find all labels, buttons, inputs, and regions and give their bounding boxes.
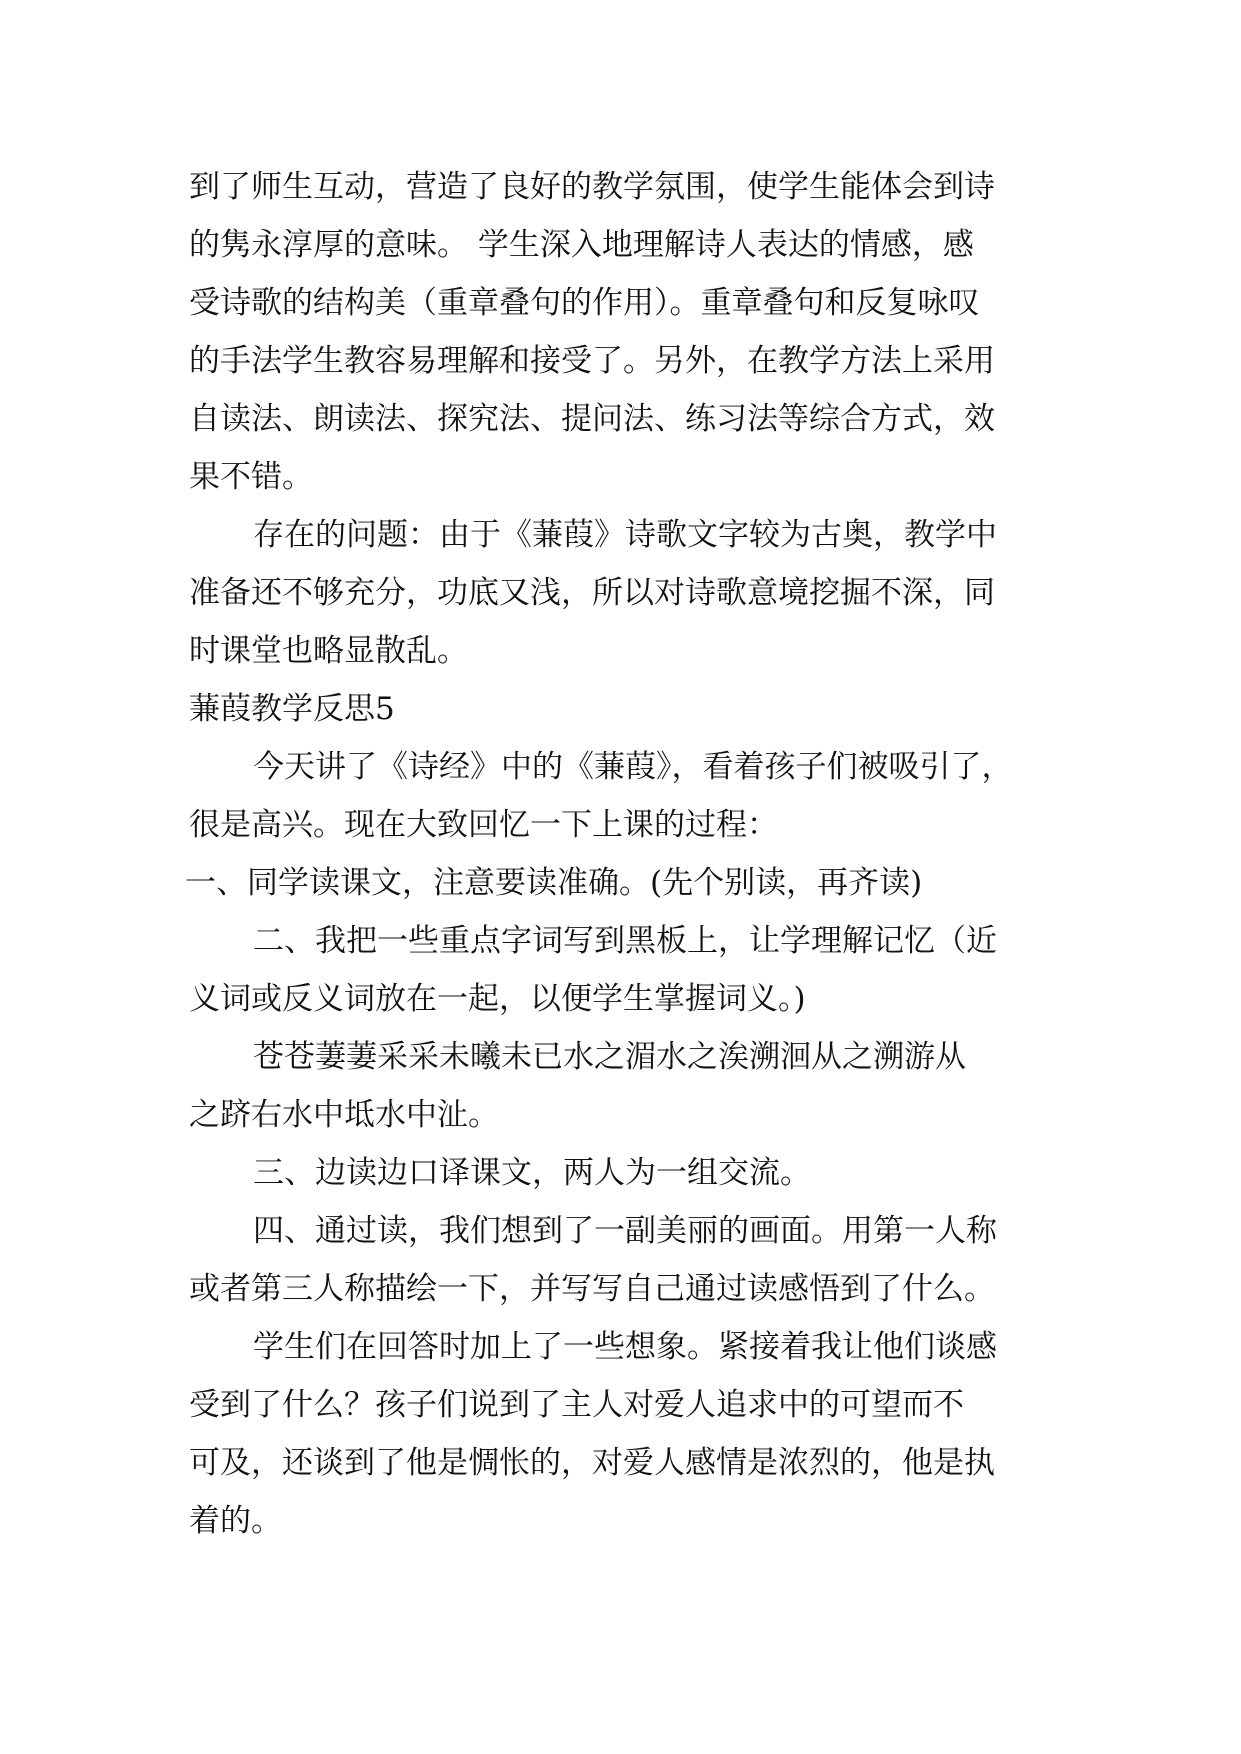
text-line: 可及，还谈到了他是惆怅的，对爱人感情是浓烈的，他是执 (189, 1445, 995, 1481)
text-line: 存在的问题：由于《蒹葭》诗歌文字较为古奥，教学中 (253, 517, 997, 553)
text-line: 二、我把一些重点字词写到黑板上，让学理解记忆（近 (253, 923, 997, 959)
text-line: 很是高兴。现在大致回忆一下上课的过程： (189, 807, 778, 843)
text-line: 自读法、朗读法、探究法、提问法、练习法等综合方式，效 (189, 401, 995, 437)
paragraph-step-1 (185, 854, 1049, 912)
section-heading (189, 680, 1049, 738)
text-line: 今天讲了《诗经》中的《蒹葭》，看着孩子们被吸引了， (253, 749, 1013, 785)
paragraph-intro (189, 738, 1049, 854)
paragraph-step-4 (189, 1202, 1049, 1318)
text-line: 到了师生互动，营造了良好的教学氛围，使学生能体会到诗 (189, 169, 995, 205)
text-line: 的手法学生教容易理解和接受了。另外，在教学方法上采用 (189, 343, 995, 379)
text-line: 时课堂也略显散乱。 (189, 633, 468, 669)
text-line: 义词或反义词放在一起，以便学生掌握词义。) (189, 981, 806, 1017)
text-line: 三、边读边口译课文，两人为一组交流。 (253, 1155, 811, 1191)
text-line: 着的。 (189, 1503, 282, 1539)
text-line: 准备还不够充分，功底又浅，所以对诗歌意境挖掘不深，同 (189, 575, 995, 611)
paragraph-step-3 (189, 1144, 1049, 1202)
document-body (185, 158, 1049, 1550)
paragraph-teaching-effect (189, 158, 1049, 506)
text-line: 之跻右水中坻水中沚。 (189, 1097, 499, 1133)
text-line: 的隽永淳厚的意味。 学生深入地理解诗人表达的情感，感 (189, 227, 974, 263)
text-line: 苍苍萋萋采采未曦未已水之湄水之涘溯洄从之溯游从 (253, 1039, 966, 1075)
text-line: 或者第三人称描绘一下，并写写自己通过读感悟到了什么。 (189, 1271, 995, 1307)
paragraph-key-words (189, 1028, 1049, 1144)
section-title: 蒹葭教学反思5 (189, 691, 395, 727)
paragraph-step-2 (189, 912, 1049, 1028)
text-line: 受诗歌的结构美（重章叠句的作用）。重章叠句和反复咏叹 (189, 285, 980, 321)
text-line: 果不错。 (189, 459, 313, 495)
text-line: 一、同学读课文，注意要读准确。(先个别读，再齐读) (185, 865, 923, 901)
paragraph-student-response (189, 1318, 1049, 1550)
text-line: 受到了什么？孩子们说到了主人对爱人追求中的可望而不 (189, 1387, 964, 1423)
paragraph-problems (189, 506, 1049, 680)
text-line: 四、通过读，我们想到了一副美丽的画面。用第一人称 (253, 1213, 997, 1249)
text-line: 学生们在回答时加上了一些想象。紧接着我让他们谈感 (253, 1329, 997, 1365)
